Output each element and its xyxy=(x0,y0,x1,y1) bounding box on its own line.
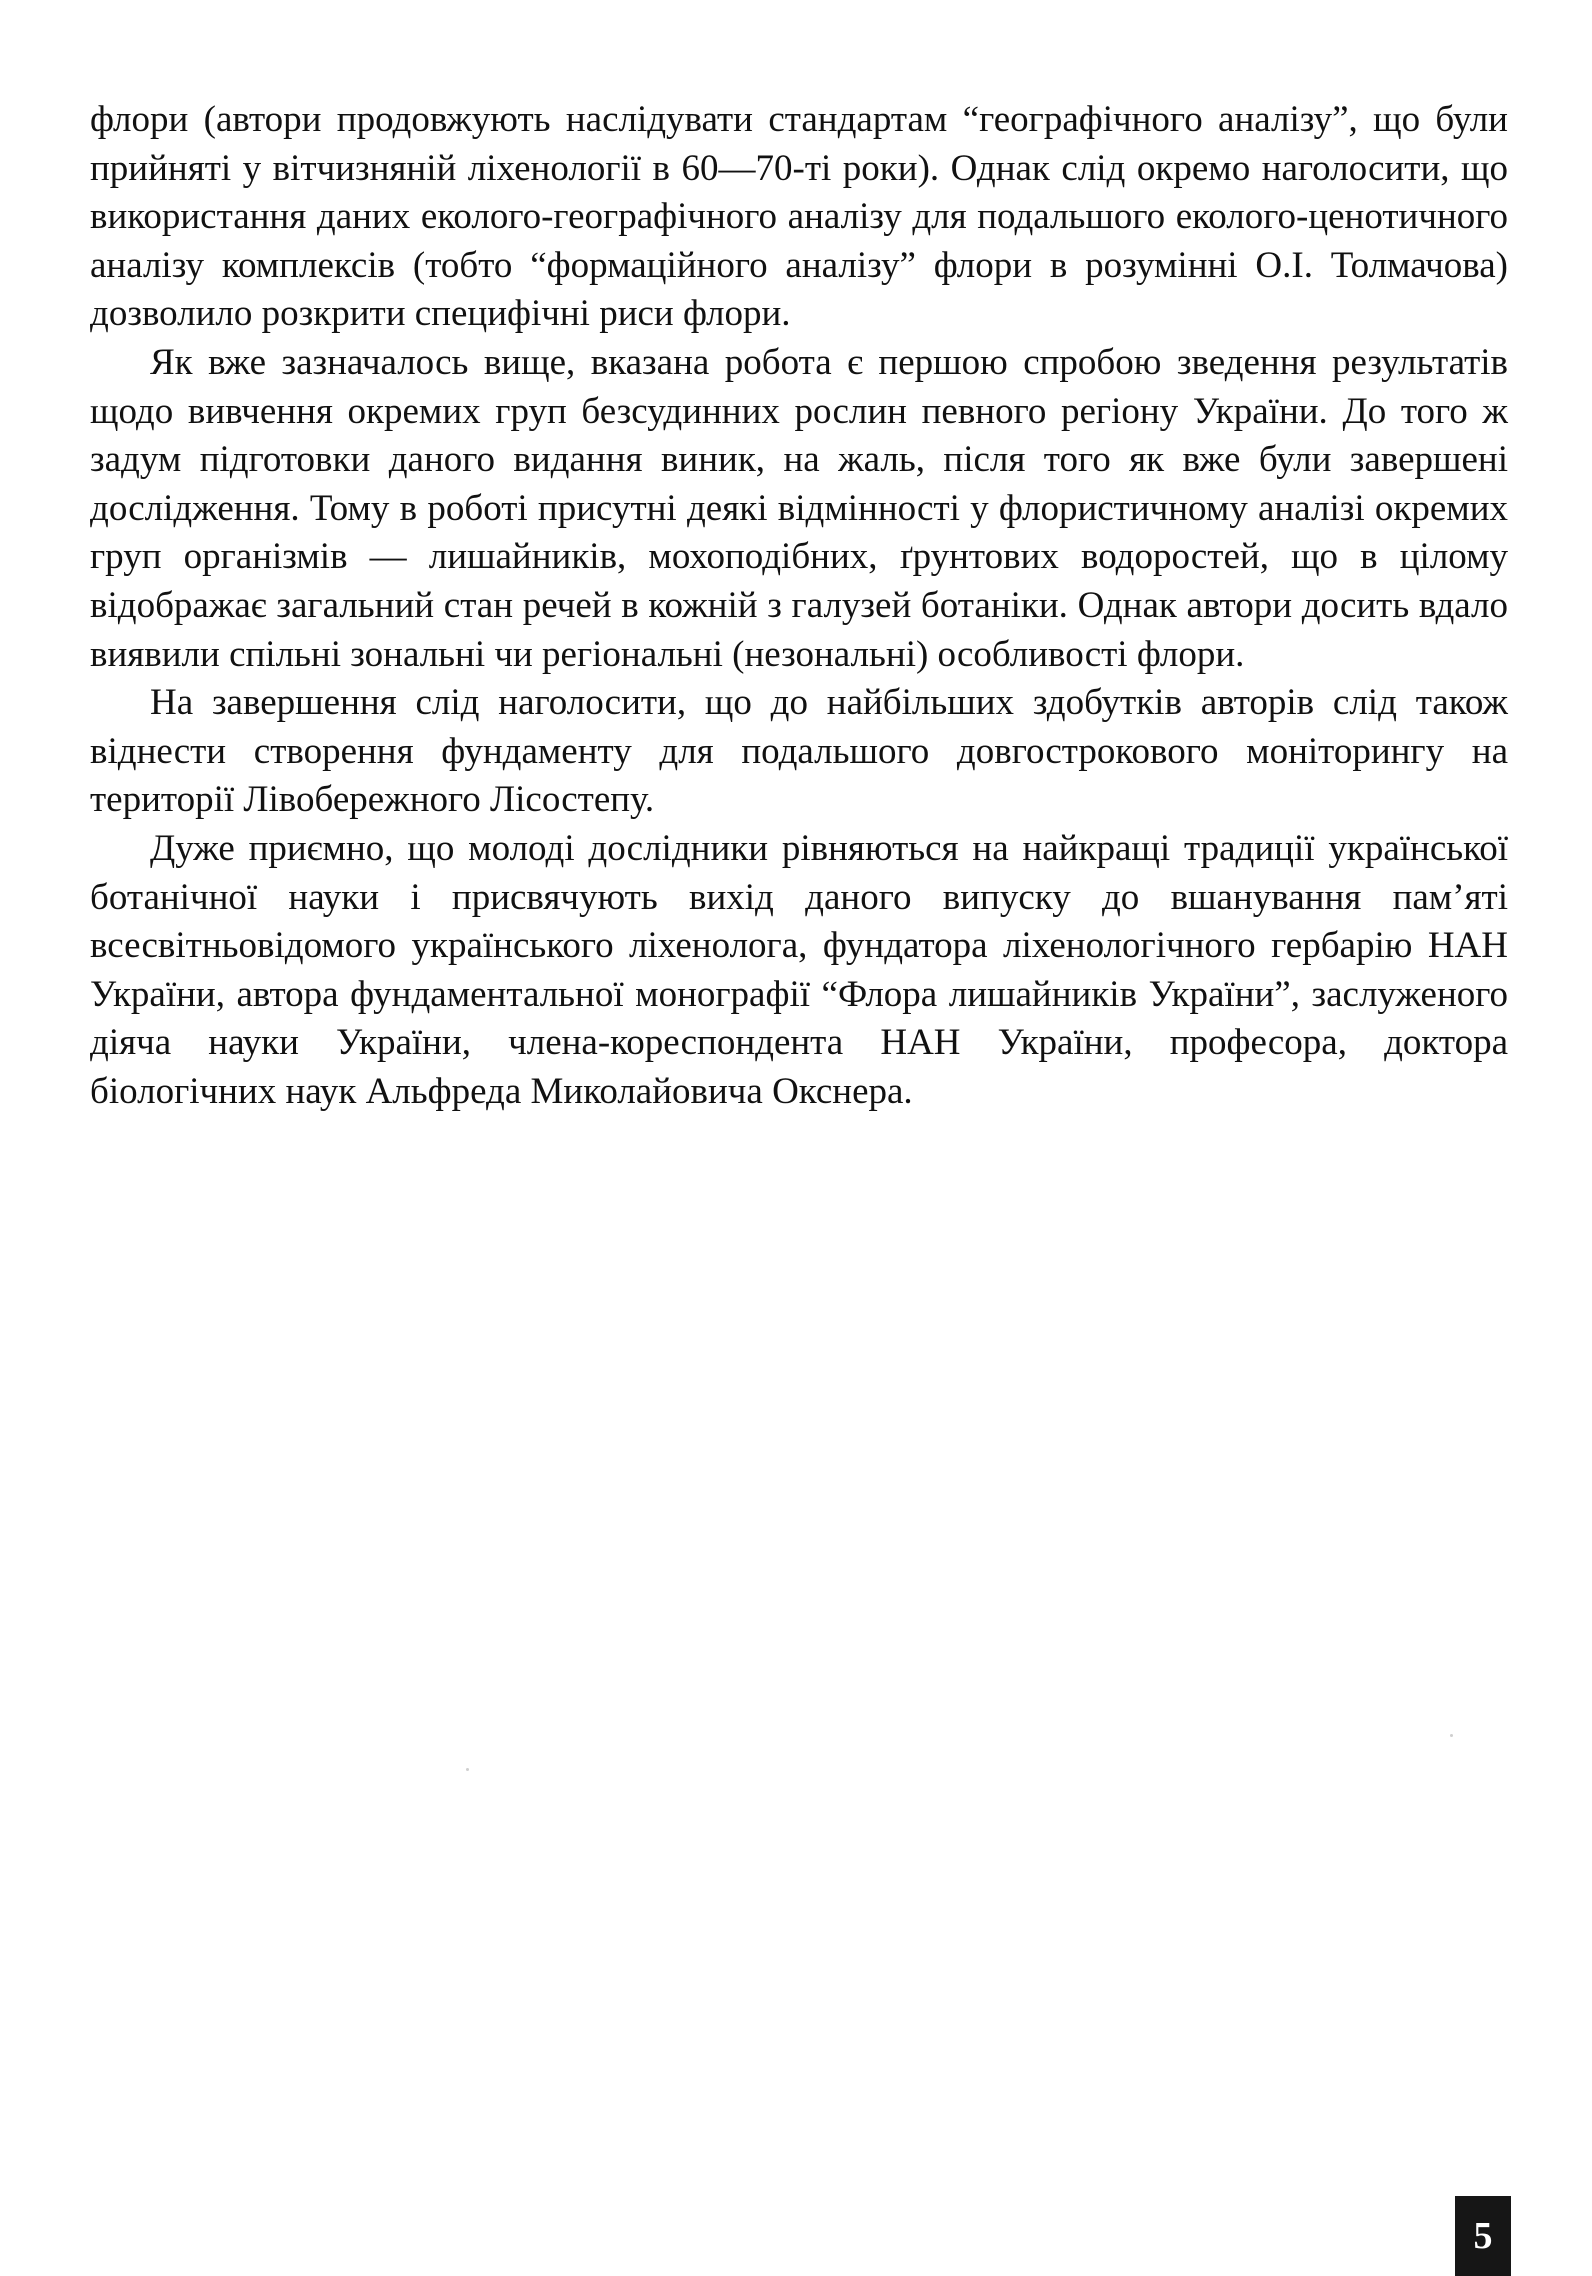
paragraph-achievements: На завершення слід наголосити, що до найбільших здобутків авторів слід також віднести створення фундаменту для подальшого довгострокового моніторингу на території Лівобережного Лісостепу. xyxy=(90,682,1508,821)
paragraph-dedication: Дуже приємно, що молоді дослідники рівняються на найкращі традиції української ботанічної науки і присвячують вихід даного випуску до вшанування пам’яті всесвітньовідомого українського ліхенолога, фундатора ліхенологічного гербарію НАН України, автора фундаментальної монографії “Флора лишайників України”, заслуженого діяча науки України, члена-кореспондента НАН України, професора, доктора біологічних наук Альфреда Миколайовича Окснера. xyxy=(90,827,1508,1112)
page-number-label: 5 xyxy=(1473,2215,1493,2257)
scan-speck xyxy=(466,1768,469,1771)
paragraph-first-study-summary: Як вже зазначалось вище, вказана робота є першою спробою зведення результатів щодо вивчення окремих груп безсудинних рослин певного регіону України. До того ж задум підготовки даного видання виник, на жаль, після того як вже були завершені дослідження. Тому в роботі присутні деякі відмінності у флористичному аналізі окремих груп організмів — лишайників, мохоподібних, ґрунтових водоростей, що в цілому відображає загальний стан речей в кожній з галузей ботаніки. Однак автори досить вдало виявили спільні зональні чи регіональні (незональні) особливості флори. xyxy=(90,341,1508,675)
body-text xyxy=(90,96,1508,1116)
scan-speck xyxy=(1450,1734,1453,1737)
paragraph-continuation: флори (автори продовжують наслідувати стандартам “географічного аналізу”, що були прийняті у вітчизняній ліхенології в 60—70-ті роки). Однак слід окремо наголосити, що використання даних еколого-географічного аналізу для подальшого еколого-ценотичного аналізу комплексів (тобто “формаційного аналізу” флори в розумінні О.І. Толмачова) дозволило розкрити специфічні риси флори. xyxy=(90,99,1508,335)
page-number xyxy=(1455,2196,1511,2276)
